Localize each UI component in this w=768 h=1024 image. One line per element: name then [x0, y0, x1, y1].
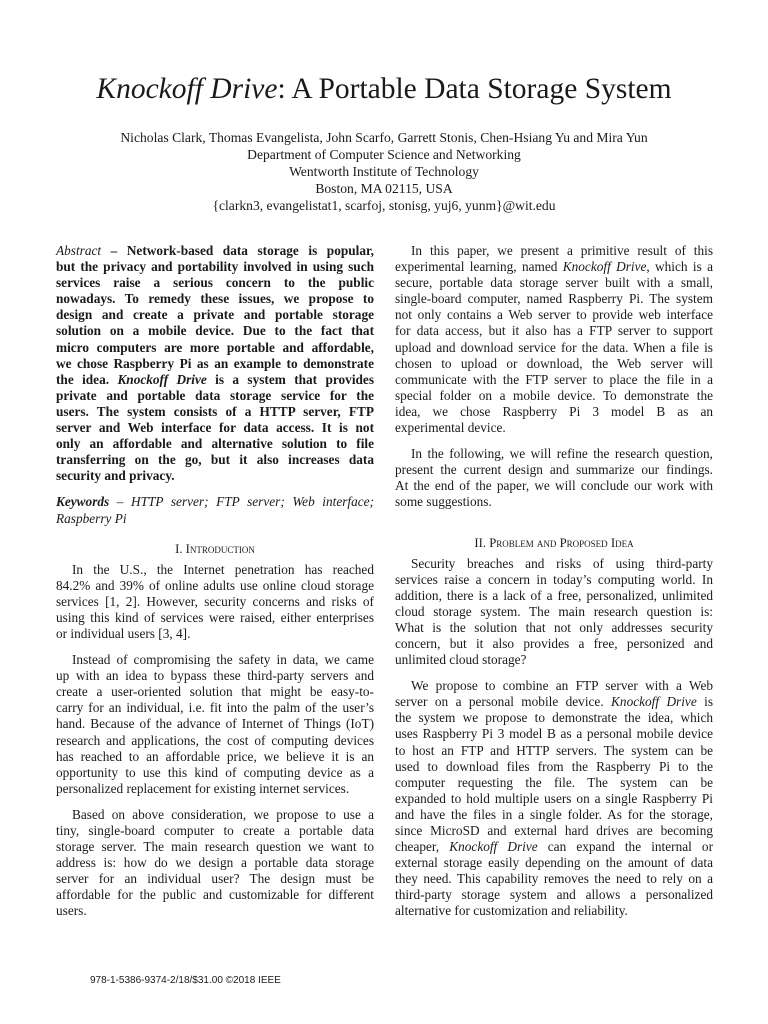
keywords	[56, 494, 374, 526]
left-column	[56, 243, 374, 920]
title-italic: Knockoff Drive	[96, 73, 278, 105]
paragraph-line: alternative for customization and reliability.	[395, 903, 628, 919]
abstract-line: but the privacy and portability involved in using such	[56, 259, 374, 275]
right-column	[395, 243, 713, 920]
paragraph-line: research and applications, the cost of computing devices	[56, 732, 374, 748]
paragraph-line: In the U.S., the Internet penetration has reached	[72, 561, 374, 577]
section-numeral: I.	[175, 541, 186, 556]
paragraph-line: single-board computer, named Raspberry Pi. The system	[395, 291, 713, 307]
intro-paragraph-2	[56, 652, 374, 797]
paragraph-line: experimental device.	[395, 420, 506, 436]
paragraph-line: services [1, 2]. However, security concerns and risks of	[56, 593, 374, 609]
abstract-line: micro computers are more portable and affordable,	[56, 339, 374, 355]
intro-paragraph-1	[56, 562, 374, 642]
paragraph-line: third-party storage system and allows a personalized	[395, 887, 713, 903]
paragraph-line: idea, we chose Raspberry Pi 3 model B as an	[395, 403, 713, 419]
paragraph-line: We propose to combine an FTP server with a Web	[411, 678, 713, 694]
paragraph-line: addition, there is a lack of a free, personalized, unlimited	[395, 587, 713, 603]
paragraph-line: Security breaches and risks of using third-party	[411, 555, 713, 571]
paragraph-line: and have the files in a single folder. As for the storage,	[395, 806, 713, 822]
paragraph-text: , which is a	[646, 259, 713, 275]
abstract-line: security and privacy.	[56, 468, 175, 484]
paragraph-line: for data access, but it also has a FTP server to support	[395, 323, 713, 339]
paragraph-line: create a user-oriented solution that might be easy-to-	[56, 684, 374, 700]
paragraph-line: secure, portable data storage server built with a small,	[395, 275, 713, 291]
section-numeral: II.	[474, 535, 490, 550]
paragraph-line: personalized replacement for existing internet services.	[56, 780, 350, 796]
author-block	[0, 129, 768, 214]
author-department: Department of Computer Science and Networking	[247, 147, 521, 162]
paper-title	[0, 70, 768, 108]
paragraph-line: Instead of compromising the safety in data, we came	[72, 652, 374, 668]
paragraph-line: services raise a concern in today’s computing world. In	[395, 571, 713, 587]
paragraph-line: upload and download service for the data. When a file is	[395, 339, 713, 355]
paragraph-line: expanded to hold multiple users on a single Raspberry Pi	[395, 790, 713, 806]
paragraph-line: present the current design and summarize our findings.	[395, 462, 713, 478]
abstract-line	[56, 243, 374, 259]
system-name: Knockoff Drive	[449, 839, 538, 855]
paragraph-text: experimental learning, named	[395, 259, 563, 275]
paragraph-line: server for an individual user? The design must be	[56, 871, 374, 887]
copyright-footer: 978-1-5386-9374-2/18/$31.00 ©2018 IEEE	[90, 975, 281, 986]
intro-paragraph-3	[56, 807, 374, 920]
author-names: Nicholas Clark, Thomas Evangelista, John Scarfo, Garrett Stonis, Chen-Hsiang Yu and Mira Yun	[120, 130, 648, 145]
paragraph-line: external storage easily depending on the amount of data	[395, 855, 713, 871]
paragraph-text: can expand the internal or	[537, 839, 714, 855]
paragraph-line: some suggestions.	[395, 494, 492, 510]
paragraph-line	[395, 839, 713, 855]
paragraph-line: At the end of the paper, we will conclude our work with	[395, 478, 713, 494]
abstract-line	[56, 372, 374, 388]
paragraph-text: cheaper,	[395, 839, 450, 855]
paragraph-line: storage server. The main research question we want to	[56, 839, 374, 855]
abstract-line: only an affordable and alternative solution to file	[56, 436, 374, 452]
paragraph-line: unlimited cloud storage?	[395, 652, 527, 668]
paragraph-line: What is the solution that not only addresses security	[395, 619, 713, 635]
paragraph-line: concern, but it also provides a free, personized and	[395, 635, 713, 651]
paragraph-line	[395, 259, 713, 275]
paragraph-line: used to download files from the Raspberry Pi to the	[395, 758, 713, 774]
section-title: Introduction	[185, 541, 255, 556]
abstract-line: we chose Raspberry Pi as an example to demonstrate	[56, 355, 374, 371]
paragraph-line: address is: how do we design a portable data storage	[56, 855, 374, 871]
system-name: Knockoff Drive	[611, 694, 697, 710]
problem-paragraph-2	[395, 678, 713, 919]
section-title: Problem and Proposed Idea	[489, 535, 634, 550]
paragraph-line: In this paper, we present a primitive result of this	[411, 243, 713, 258]
abstract-label: Abstract	[56, 243, 102, 258]
abstract-line: solution on a mobile device. Due to the fact that	[56, 323, 374, 339]
paragraph-text: server on a personal mobile device.	[395, 694, 612, 710]
section-heading-introduction	[56, 541, 374, 557]
right-intro-paragraph-1	[395, 243, 713, 436]
paragraph-line: not only contains a Web server to provide web interface	[395, 307, 713, 323]
paragraph-line: carry for an individual, i.e. fit into the palm of the user’s	[56, 700, 374, 716]
right-intro-paragraph-2	[395, 446, 713, 510]
keywords-label: Keywords	[56, 494, 110, 510]
abstract-line: server and Web interface for data access. It is not	[56, 420, 374, 436]
author-address: Boston, MA 02115, USA	[315, 181, 453, 196]
abstract-line: users. The system consists of a HTTP server, FTP	[56, 403, 374, 419]
author-institution: Wentworth Institute of Technology	[289, 164, 479, 179]
paragraph-line: In the following, we will refine the research question,	[411, 446, 713, 462]
paragraph-line: users.	[56, 903, 87, 919]
paragraph-line: chosen to upload or download, the Web server will	[395, 355, 713, 371]
paragraph-line: since MicroSD and external hard drives are becoming	[395, 823, 713, 838]
paragraph-line: affordable for the public and customizable for different	[56, 887, 374, 903]
paragraph-line: or individual users [3, 4].	[56, 625, 191, 641]
paragraph-line: they need. This capability removes the need to rely on a	[395, 871, 713, 887]
author-emails: {clarkn3, evangelistat1, scarfoj, stonisg, yuj6, yunm}@wit.edu	[212, 198, 556, 213]
paragraph-line: Based on above consideration, we propose to use a	[72, 806, 374, 822]
paragraph-line: using this kind of services were raised, either enterprises	[56, 609, 374, 625]
abstract	[56, 243, 374, 484]
paragraph-text: is	[696, 694, 713, 710]
system-name: Knockoff Drive	[562, 259, 647, 275]
paragraph-line: opportunity to use this kind of computing device as a	[56, 764, 374, 780]
paragraph-line: has reached to an affordable price, we believe it is an	[56, 748, 374, 764]
problem-paragraph-1	[395, 556, 713, 669]
abstract-line: nowadays. To remedy these issues, we propose to	[56, 291, 374, 307]
paragraph-line: cloud storage system. The main research question is:	[395, 603, 713, 619]
title-rest: : A Portable Data Storage System	[277, 73, 672, 105]
paragraph-line	[395, 694, 713, 710]
paragraph-line: hand. Because of the advance of Internet of Things (IoT)	[56, 716, 374, 732]
abstract-system-name: Knockoff Drive	[117, 371, 207, 387]
paragraph-line: special folder on a mobile device. To demonstrate the	[395, 387, 713, 403]
abstract-line: design and create a private and portable storage	[56, 307, 374, 323]
paragraph-line: 84.2% and 39% of online adults use online cloud storage	[56, 577, 374, 593]
section-heading-problem	[395, 535, 713, 551]
abstract-line: transferring on the go, but it also increases data	[56, 452, 374, 468]
paragraph-line: up with an idea to bypass these third-party servers and	[56, 668, 374, 684]
paragraph-line: the system we propose to demonstrate the idea, which	[395, 710, 713, 726]
abstract-line: private and portable data storage service for the	[56, 387, 374, 403]
keywords-line: Raspberry Pi	[56, 510, 127, 526]
keywords-line	[56, 494, 374, 510]
paragraph-line: tiny, single-board computer to create a portable data	[56, 823, 374, 838]
abstract-text: the idea.	[56, 371, 118, 387]
paragraph-line: uses Raspberry Pi 3 model B as a personal mobile device	[395, 726, 713, 742]
abstract-text: is a system that provides	[206, 371, 374, 387]
abstract-line: services raise a serious concern to the public	[56, 275, 374, 291]
paragraph-line: communicate with the FTP server to place the file in a	[395, 371, 713, 387]
paragraph-line: computer requesting the file. The system can be	[395, 774, 713, 790]
keywords-text: – HTTP server; FTP server; Web interface;	[109, 494, 374, 510]
abstract-text: – Network-based data storage is popular,	[101, 243, 374, 258]
paragraph-line: to host an FTP and HTTP servers. The system can be	[395, 742, 713, 758]
